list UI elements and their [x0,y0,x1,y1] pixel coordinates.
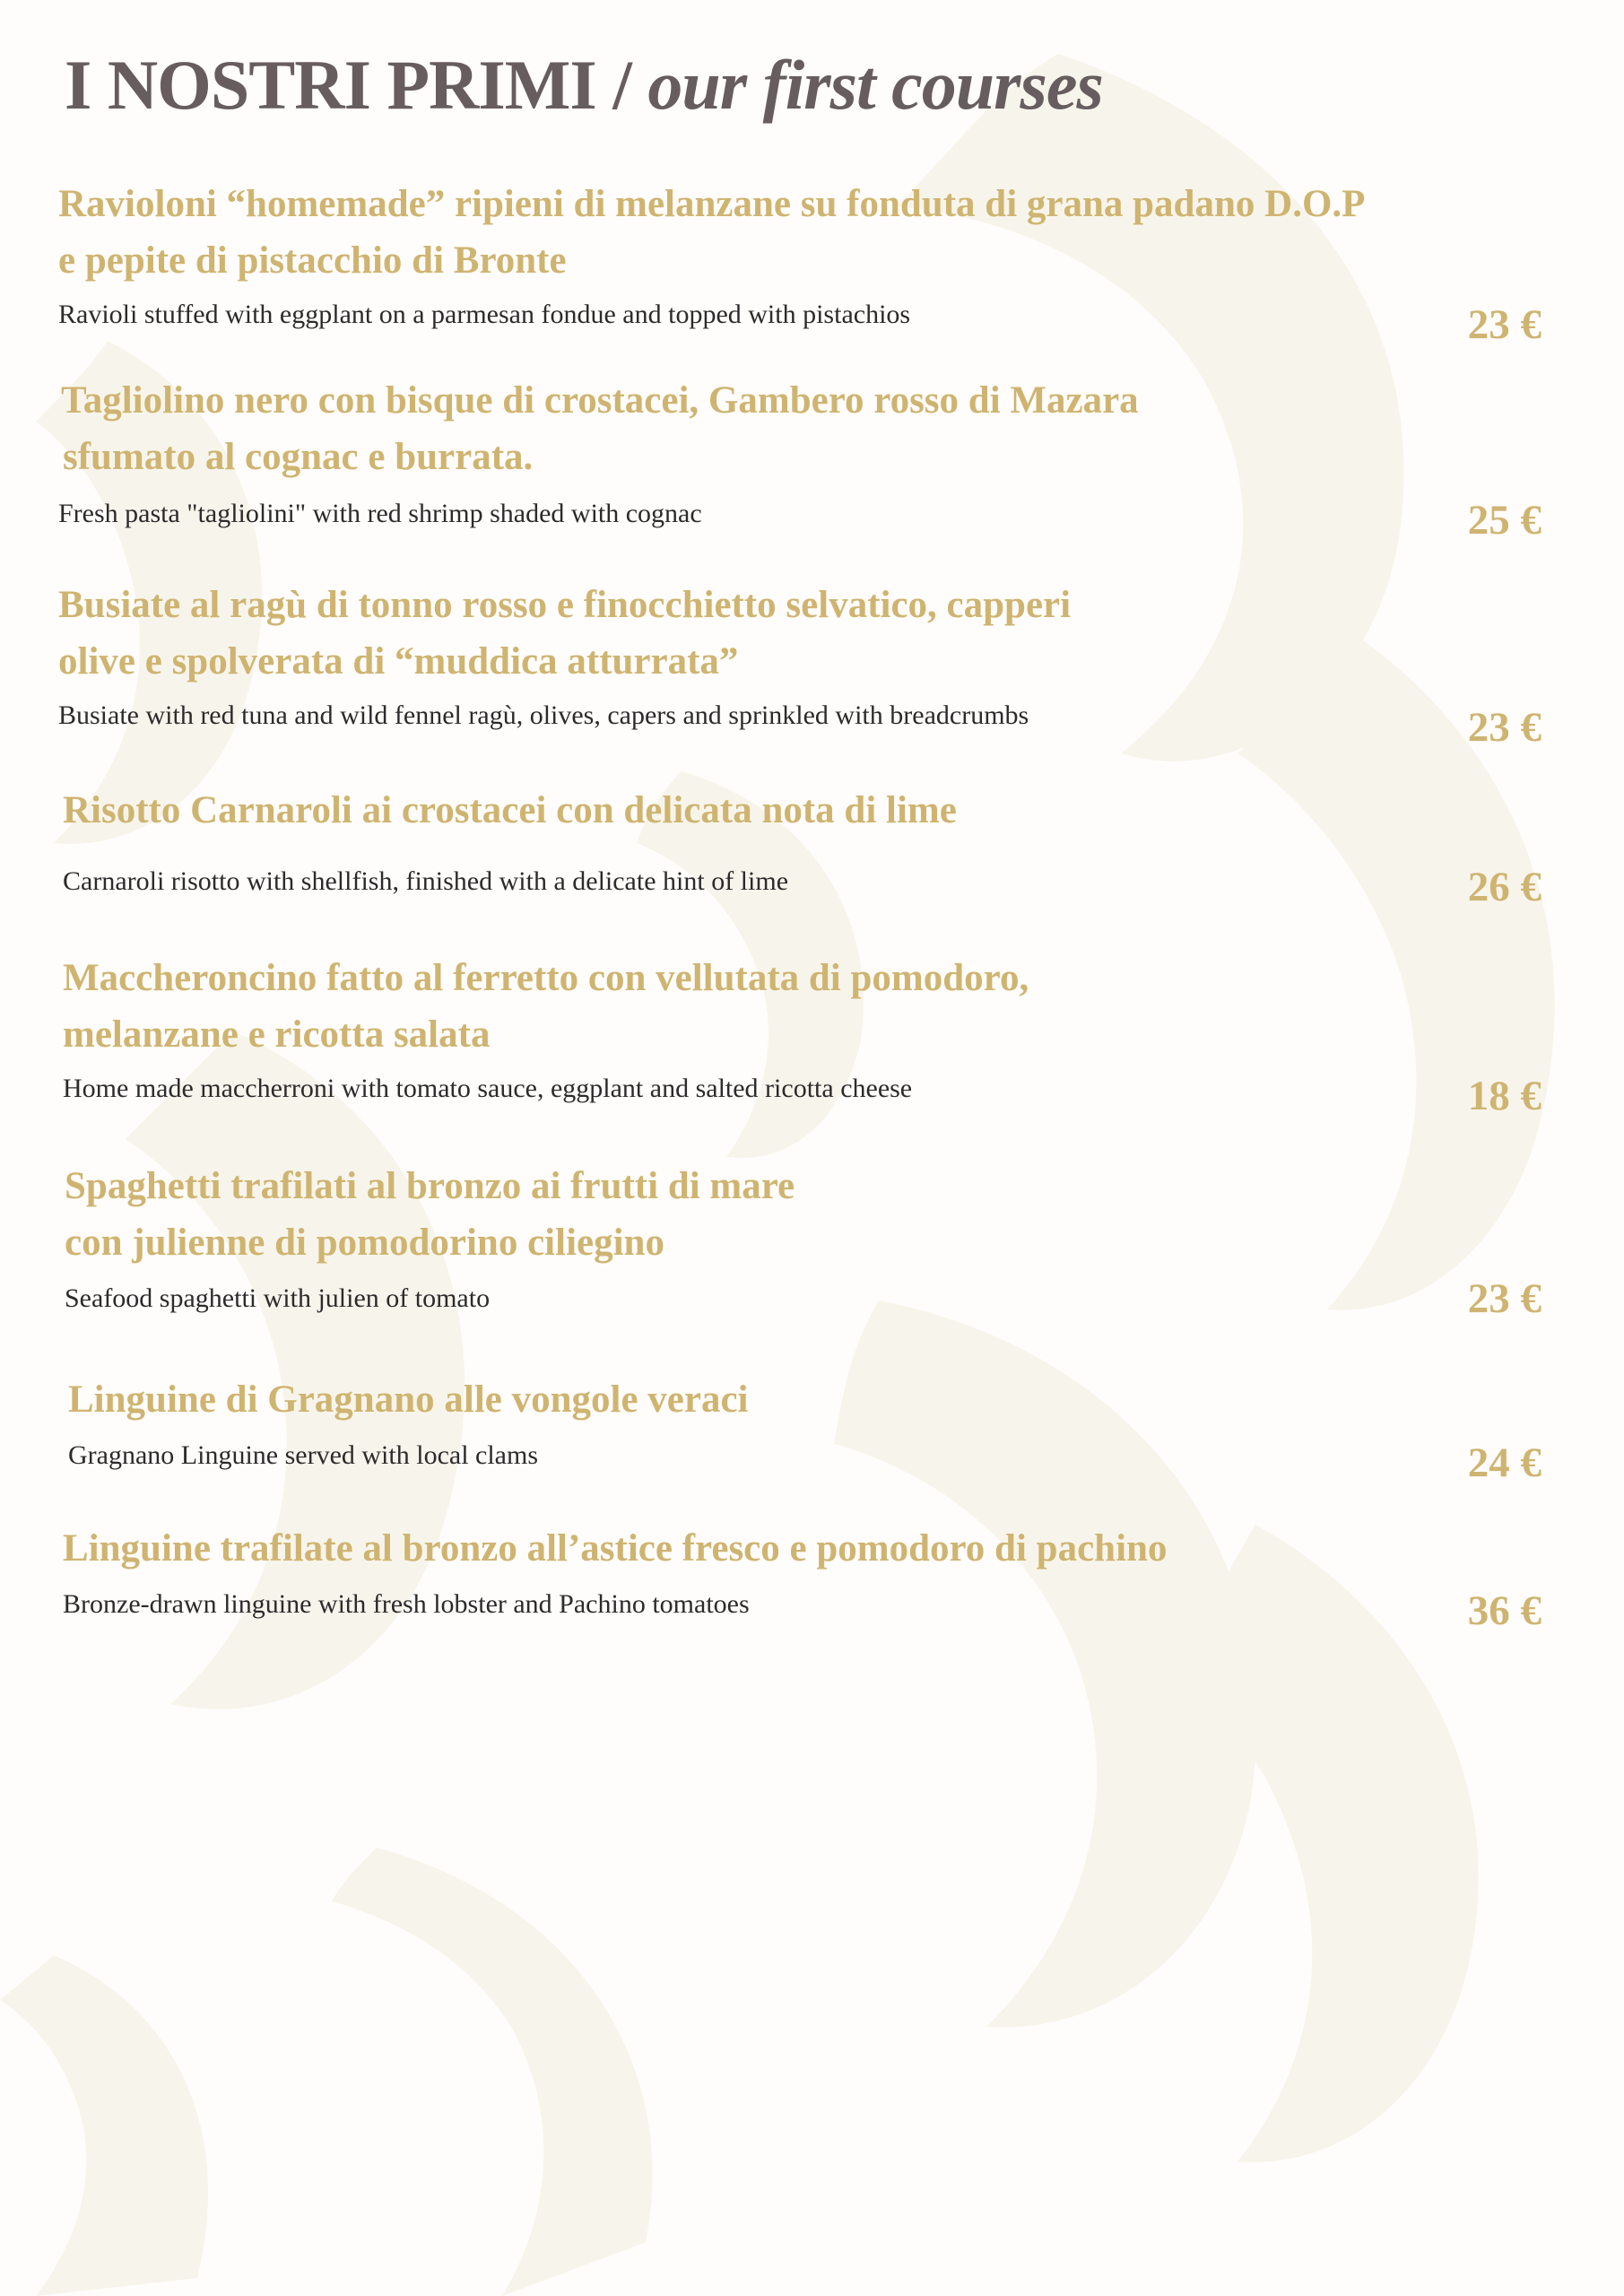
menu-item-title-line: Linguine di Gragnano alle vongole veraci [68,1378,749,1421]
menu-item [0,1520,1624,1622]
page-title-english: our first courses [647,46,1103,124]
menu-item [0,372,1624,532]
menu-item-title-line: sfumato al cognac e burrata. [63,436,534,478]
menu-item-title-line: olive e spolverata di “muddica atturrata” [58,640,739,683]
menu-item [0,1158,1624,1317]
menu-item [0,1371,1624,1474]
menu-item-title-line: Tagliolino nero con bisque di crostacei, Gambero rosso di Mazara [61,379,1139,422]
menu-item-price: 26 € [1467,864,1541,910]
menu-item-description: Ravioli stuffed with eggplant on a parmesan fondue and topped with pistachios [58,300,911,329]
menu-item-description: Fresh pasta "tagliolini" with red shrimp shaded with cognac [58,499,702,528]
menu-item-title-line: Ravioloni “homemade” ripieni di melanzane su fonduta di grana padano D.O.P [58,183,1366,225]
menu-item-price: 36 € [1467,1587,1541,1634]
menu-item [0,950,1624,1107]
menu-item-description: Busiate with red tuna and wild fennel ragù, olives, capers and sprinkled with breadcrumbs [58,700,1029,730]
menu-item-price: 23 € [1467,704,1541,751]
menu-item-title-line: con julienne di pomodorino ciliegino [65,1222,664,1264]
menu-item-price: 23 € [1467,301,1541,348]
menu-item-title-line: melanzane e ricotta salata [63,1013,491,1056]
menu-item-title-line: Linguine trafilate al bronzo all’astice fresco e pomodoro di pachino [63,1527,1168,1570]
menu-item-price: 23 € [1467,1275,1541,1322]
menu-item [0,782,1624,900]
menu-item-title-line: Spaghetti trafilati al bronzo ai frutti di mare [65,1165,795,1207]
menu-item-description: Seafood spaghetti with julien of tomato [65,1283,491,1313]
menu-item-description: Home made maccherroni with tomato sauce, eggplant and salted ricotta cheese [63,1074,913,1103]
page-title-italian: I NOSTRI PRIMI / [65,46,648,124]
menu-item-title-line: Maccheroncino fatto al ferretto con vellutata di pomodoro, [63,957,1029,999]
menu-item-description: Bronze-drawn linguine with fresh lobster and Pachino tomatoes [63,1589,750,1619]
menu-item-description: Carnaroli risotto with shellfish, finished with a delicate hint of lime [63,866,789,896]
menu-item-title-line: Busiate al ragù di tonno rosso e finocchietto selvatico, capperi [58,584,1072,626]
page-title [65,43,1103,127]
menu-item [0,577,1624,734]
menu-item-title-line: e pepite di pistacchio di Bronte [58,239,567,282]
menu-item-title-line: Risotto Carnaroli ai crostacei con delicata nota di lime [63,789,957,831]
menu-item [0,176,1624,333]
menu-item-price: 18 € [1467,1073,1541,1119]
menu-item-description: Gragnano Linguine served with local clams [68,1440,539,1470]
menu-item-price: 24 € [1467,1439,1541,1486]
menu-item-price: 25 € [1467,497,1541,544]
